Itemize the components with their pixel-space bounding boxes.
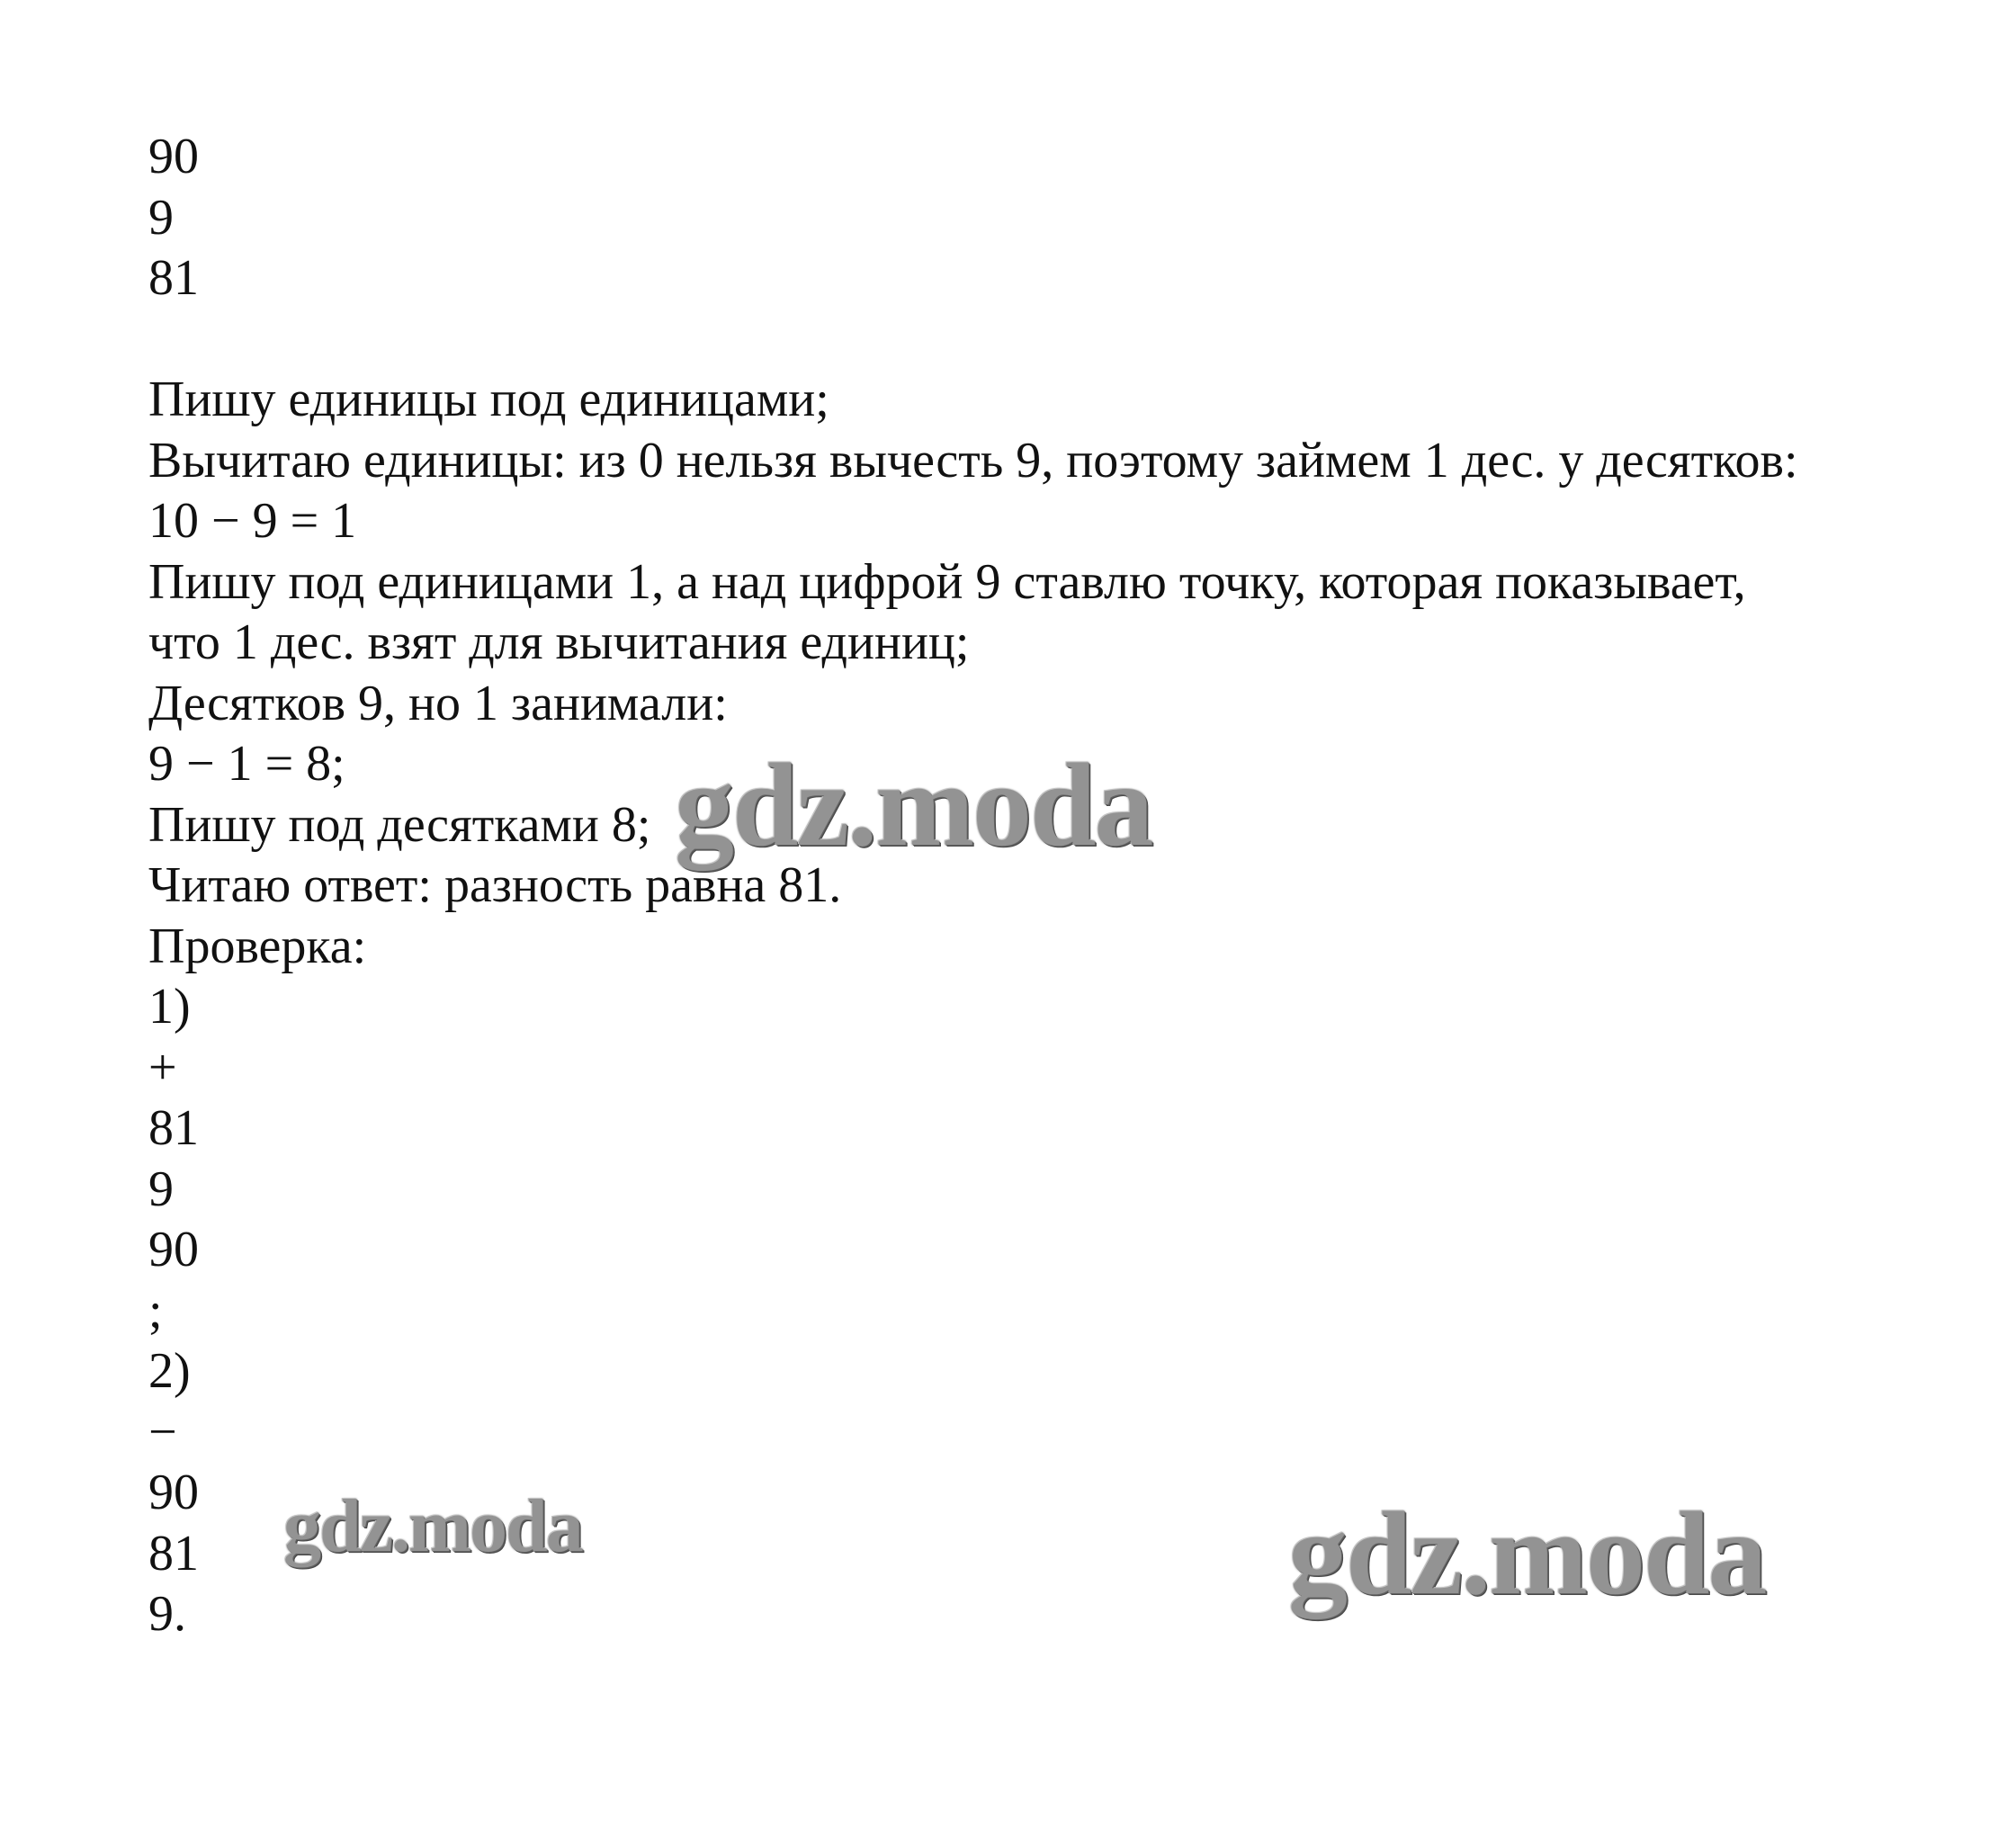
check-line: 90 xyxy=(148,1222,199,1277)
check-line: 1) xyxy=(148,979,191,1035)
explanation-line: Пишу единицы под единицами; xyxy=(148,372,829,427)
spacer xyxy=(148,309,1903,371)
check-line: 9. xyxy=(148,1586,186,1642)
explanation-line: Проверка: xyxy=(148,918,367,974)
check-line: + xyxy=(148,1039,177,1096)
explanation-line: Десятков 9, но 1 занимали: xyxy=(148,675,728,731)
calc-line: 9 xyxy=(148,189,174,246)
check-line: 81 xyxy=(148,1525,199,1582)
explanation-line: Вычитаю единицы: из 0 нельзя вычесть 9, поэтому займем 1 дес. у десятков: xyxy=(148,432,1798,488)
explanation-line: 9 − 1 = 8; xyxy=(148,736,345,792)
calc-line: 81 xyxy=(148,250,199,306)
explanation-line: что 1 дес. взят для вычитания единиц; xyxy=(148,614,970,670)
watermark-bottom-left: gdz.moda xyxy=(283,1484,582,1568)
check-line: 2) xyxy=(148,1343,191,1399)
watermark-bottom-right: gdz.moda xyxy=(1288,1487,1766,1619)
solution-text xyxy=(148,127,1903,1645)
watermark-center: gdz.moda xyxy=(675,739,1152,871)
check-line: ; xyxy=(148,1282,163,1339)
check-line: − xyxy=(148,1403,177,1460)
calc-line: 90 xyxy=(148,129,199,184)
explanation-line: Пишу под единицами 1, а над цифрой 9 ставлю точку, которая показывает, xyxy=(148,553,1746,610)
check-line: 81 xyxy=(148,1100,199,1156)
check-line: 90 xyxy=(148,1465,199,1520)
check-line: 9 xyxy=(148,1160,174,1217)
explanation-line: Читаю ответ: разность равна 81. xyxy=(148,857,842,913)
explanation-line: 10 − 9 = 1 xyxy=(148,493,357,549)
explanation-line: Пишу под десятками 8; xyxy=(148,796,651,853)
